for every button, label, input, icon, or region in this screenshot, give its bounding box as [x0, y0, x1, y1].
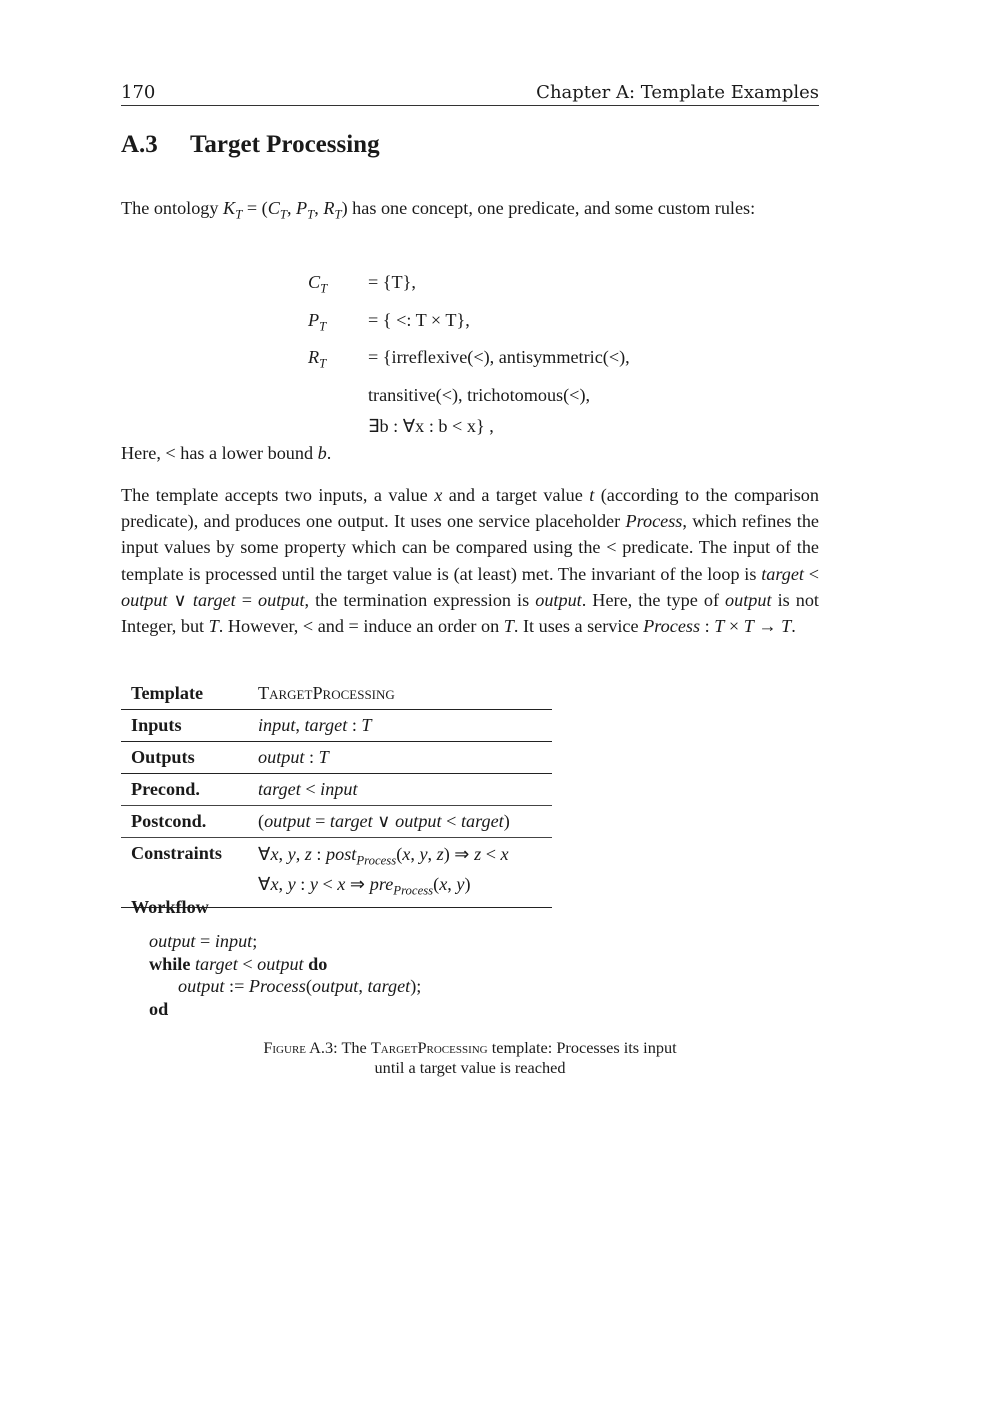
row-key-template: Template	[121, 678, 248, 710]
section-number: A.3	[121, 131, 158, 158]
caption-label: Figure A.3:	[263, 1038, 338, 1057]
row-value-outputs: output : T	[248, 742, 552, 774]
code-line: output = input;	[149, 931, 258, 951]
row-key-outputs: Outputs	[121, 742, 248, 774]
row-value-inputs: input, target : T	[248, 710, 552, 742]
code-line: while target < output do	[149, 953, 328, 974]
equation-r: $R_T$ = {irreflexive(<), antisymmetric(<),	[308, 347, 630, 371]
workflow-label: Workflow	[131, 897, 209, 917]
row-value-postcond: (output = target ∨ output < target)	[248, 806, 552, 838]
section-title: Target Processing	[190, 131, 380, 158]
table-row	[121, 806, 552, 838]
row-value-template: TargetProcessing	[248, 678, 552, 710]
caption-line-2: until a target value is reached	[374, 1058, 566, 1077]
chapter-title: Chapter A: Template Examples	[536, 82, 819, 103]
header-rule	[121, 105, 819, 106]
code-line: output := Process(output, target);	[178, 976, 422, 996]
row-key-precond: Precond.	[121, 774, 248, 806]
code-line: od	[149, 998, 169, 1019]
row-key-constraints: Constraints	[121, 838, 248, 908]
row-key-postcond: Postcond.	[121, 806, 248, 838]
equation-r-cont1: transitive(<), trichotomous(<),	[368, 384, 591, 405]
intro-paragraph: The ontology $K_T = (C_T$, $P_T$, $R_T$) has one concept, one predicate, and some custom rules:	[121, 198, 756, 222]
figure-caption: Figure A.3: The TargetProcessing template: Processes its input until a target value is reached	[180, 1038, 760, 1078]
row-key-inputs: Inputs	[121, 710, 248, 742]
lower-bound-paragraph: Here, < has a lower bound b.	[121, 443, 332, 463]
template-table	[121, 678, 552, 908]
equation-r-cont2: ∃b : ∀x : b < x} ,	[368, 415, 494, 436]
table-row	[121, 774, 552, 806]
equation-c: $C_T = \{T\}$,	[308, 272, 416, 296]
table-row	[121, 742, 552, 774]
equation-p: $P_T$ = { <: T × T},	[308, 309, 470, 334]
ontology-equations	[308, 267, 630, 442]
page-number: 170	[121, 82, 156, 103]
description-paragraph: The template accepts two inputs, a value x and a target value t (according to the comparison predicate), and produces one output. It uses one service placeholder Process, which refines the input values by some property which can be compared using the < predicate. The input of the template is processed until the target value is (at least) met. The invariant of the loop is target < output ∨ target = output, the termination expression is output. Here, the type of output is not Integer, but T. However, < and = induce an order on T. It uses a service Process : T × T → T.	[121, 485, 819, 637]
workflow-code	[149, 930, 421, 1020]
row-value-constraints: ∀x, y, z : post$_{Process}$(x, y, z) ⇒ z < x ∀x, y : y < x ⇒ pre$_{Process}$(x, y)	[248, 838, 552, 908]
table-row	[121, 710, 552, 742]
row-value-precond: target < input	[248, 774, 552, 806]
table-row	[121, 678, 552, 710]
section-heading	[121, 131, 380, 159]
